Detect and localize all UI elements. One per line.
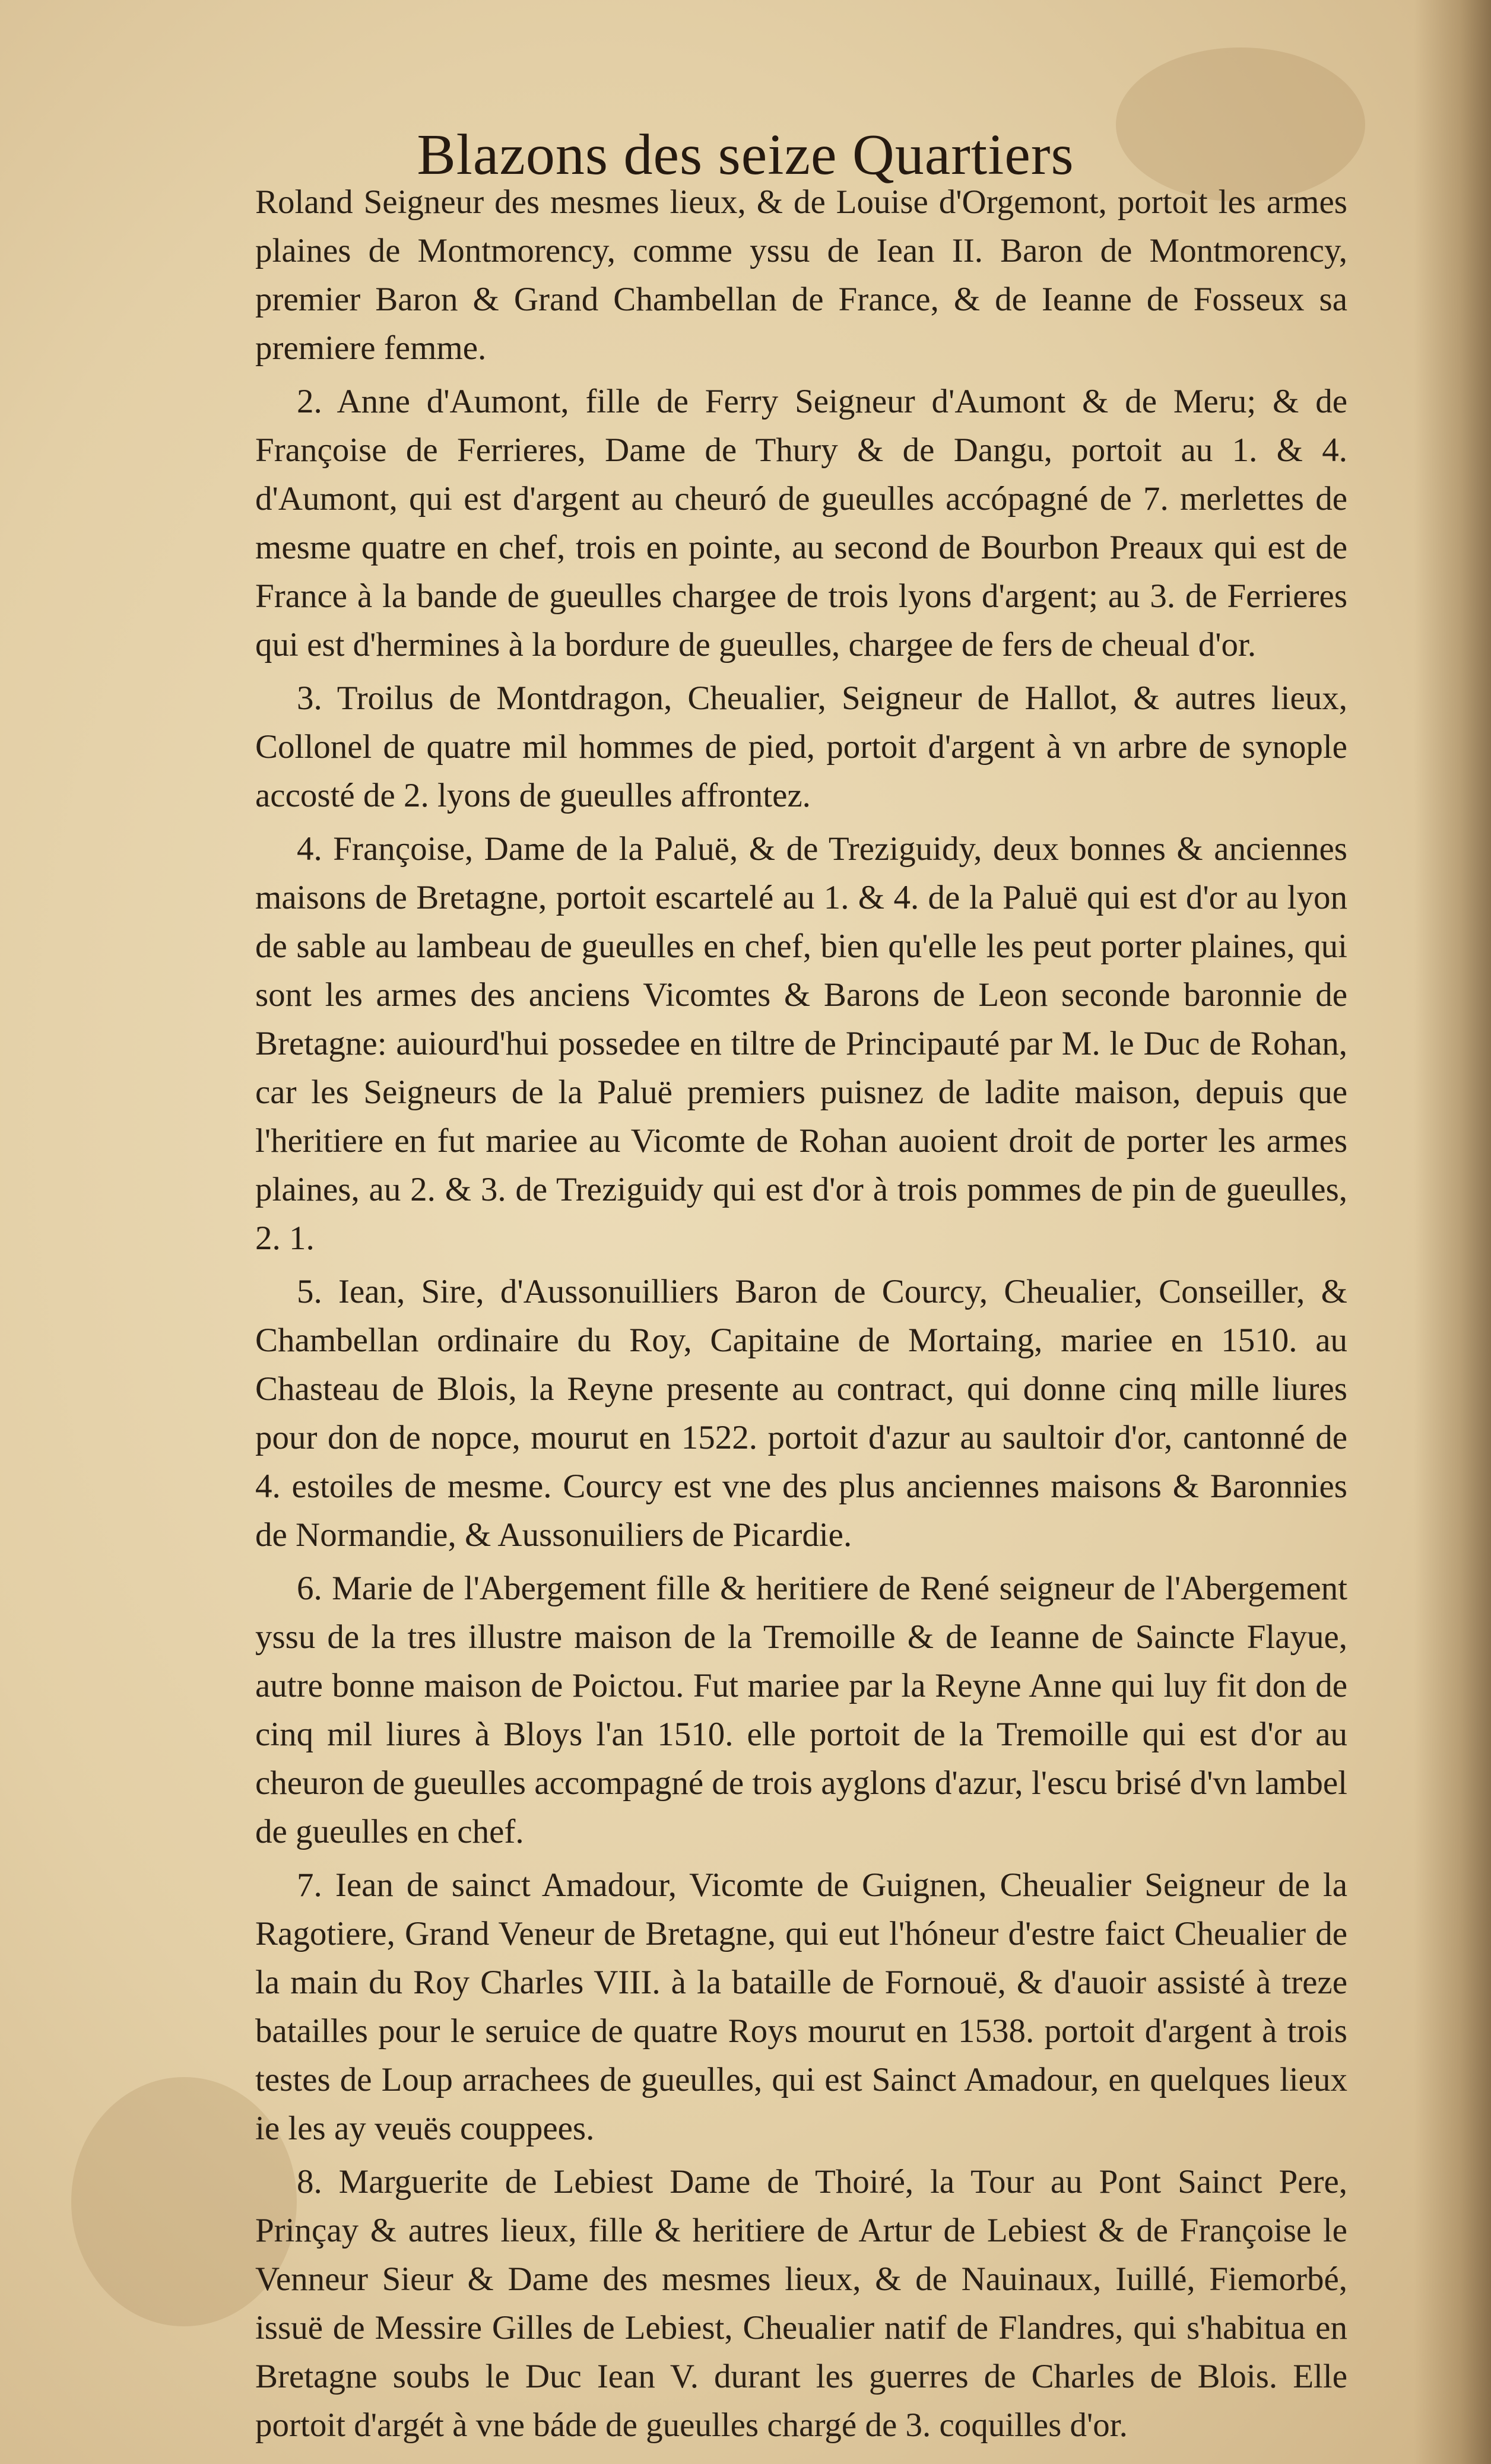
paragraph: 5. Iean, Sire, d'Aussonuilliers Baron de Courcy, Cheualier, Conseiller, & Chambellan ordinaire du Roy, Capitaine de Mortaing, mariee en 1510. au Chasteau de Blois, la Reyne presente au contract, qui donne cinq mille liures pour don de nopce, mourut en 1522. portoit d'azur au saultoir d'or, cantonné de 4. estoiles de mesme. Courcy est vne des plus anciennes maisons & Baronnies de Normandie, & Aussonuiliers de Picardie.	[255, 1273, 1347, 1554]
paragraph: 3. Troilus de Montdragon, Cheualier, Seigneur de Hallot, & autres lieux, Collonel de quatre mil hommes de pied, portoit d'argent à vn arbre de synople accosté de 2. lyons de gueulles affrontez.	[255, 679, 1347, 814]
paragraph: 7. Iean de sainct Amadour, Vicomte de Guignen, Cheualier Seigneur de la Ragotiere, Grand Veneur de Bretagne, qui eut l'hóneur d'estre faict Cheualier de la main du Roy Charles VIII. à la bataille de Fornouë, & d'auoir assisté à treze batailles pour le seruice de quatre Roys mourut en 1538. portoit d'argent à trois testes de Loup arrachees de gueulles, qui est Sainct Amadour, en quelques lieux ie les ay veuës couppees.	[255, 1866, 1347, 2147]
paragraph: 2. Anne d'Aumont, fille de Ferry Seigneur d'Aumont & de Meru; & de Françoise de Ferrieres, Dame de Thury & de Dangu, portoit au 1. & 4. d'Aumont, qui est d'argent au cheuró de gueulles accópagné de 7. merlettes de mesme quatre en chef, trois en pointe, au second de Bourbon Preaux qui est de France à la bande de gueulles chargee de trois lyons d'argent; au 3. de Ferrieres qui est d'hermines à la bordure de gueulles, chargee de fers de cheual d'or.	[255, 383, 1347, 663]
paragraph: 4. Françoise, Dame de la Paluë, & de Treziguidy, deux bonnes & anciennes maisons de Bretagne, portoit escartelé au 1. & 4. de la Paluë qui est d'or au lyon de sable au lambeau de gueulles en chef, bien qu'elle les peut porter plaines, qui sont les armes des anciens Vicomtes & Barons de Leon seconde baronnie de Bretagne: auiourd'hui possedee en tiltre de Principauté par M. le Duc de Rohan, car les Seigneurs de la Paluë premiers puisnez de ladite maison, depuis que l'heritiere en fut mariee au Vicomte de Rohan auoient droit de porter les armes plaines, au 2. & 3. de Treziguidy qui est d'or à trois pommes de pin de gueulles, 2. 1.	[255, 830, 1347, 1257]
paragraph: 6. Marie de l'Abergement fille & heritiere de René seigneur de l'Abergement yssu de la tres illustre maison de la Tremoille & de Ieanne de Saincte Flayue, autre bonne maison de Poictou. Fut mariee par la Reyne Anne qui luy fit don de cinq mil liures à Bloys l'an 1510. elle portoit de la Tremoille qui est d'or au cheuron de gueulles accompagné de trois ayglons d'azur, l'escu brisé d'vn lambel de gueulles en chef.	[255, 1570, 1347, 1850]
page-title: Blazons des seize Quartiers	[417, 123, 1074, 187]
body-text	[255, 178, 1347, 2450]
spine-shadow	[1414, 0, 1491, 2464]
paragraph: Roland Seigneur des mesmes lieux, & de Louise d'Orgemont, portoit les armes plaines de Montmorency, comme yssu de Iean II. Baron de Montmorency, premier Baron & Grand Chambellan de France, & de Ieanne de Fosseux sa premiere femme.	[255, 183, 1347, 367]
paragraph: 8. Marguerite de Lebiest Dame de Thoiré, la Tour au Pont Sainct Pere, Prinçay & autres lieux, fille & heritiere de Artur de Lebiest & de Françoise le Venneur Sieur & Dame des mesmes lieux, & de Nauinaux, Iuillé, Fiemorbé, issuë de Messire Gilles de Lebiest, Cheualier natif de Flandres, qui s'habitua en Bretagne soubs le Duc Iean V. durant les guerres de Charles de Blois. Elle portoit d'argét à vne báde de gueulles chargé de 3. coquilles d'or.	[255, 2163, 1347, 2444]
